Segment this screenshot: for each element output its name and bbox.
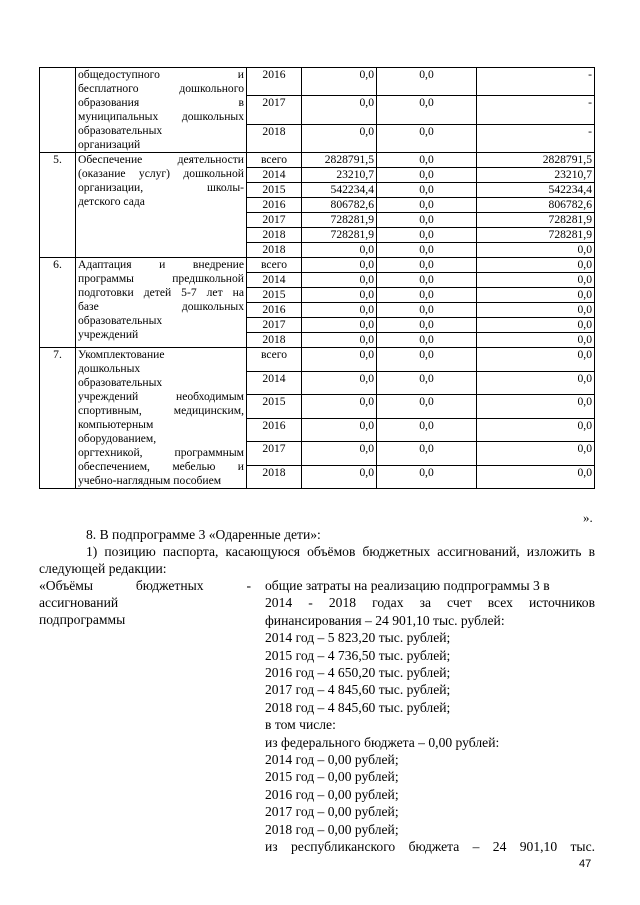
passport-value-line: из республиканского бюджета – 24 901,10 тыс. xyxy=(265,839,595,855)
total-cell: 0,0 xyxy=(302,371,377,395)
row-name-line: базе дошкольных xyxy=(78,300,244,313)
passport-label-word-2: бюджетных xyxy=(135,578,204,593)
local-cell: 0,0 xyxy=(477,258,595,273)
row-name xyxy=(76,258,247,348)
year-cell: 2014 xyxy=(247,168,302,183)
federal-cell: 0,0 xyxy=(377,333,477,348)
row-name-line: детского сада xyxy=(78,195,145,208)
total-cell: 23210,7 xyxy=(302,168,377,183)
year-cell: 2017 xyxy=(247,96,302,124)
local-cell: - xyxy=(477,68,595,96)
passport-value-line: в том числе: xyxy=(265,717,336,733)
local-cell: 728281,9 xyxy=(477,228,595,243)
row-name-line: оргтехникой, программным xyxy=(78,446,244,459)
local-cell: 0,0 xyxy=(477,303,595,318)
row-name-line: программы предшкольной xyxy=(78,272,244,285)
passport-value-line: 2014 - 2018 годах за счет всех источников xyxy=(265,595,595,611)
budget-table-body xyxy=(40,68,595,489)
year-cell: 2016 xyxy=(247,68,302,96)
federal-cell: 0,0 xyxy=(377,258,477,273)
local-cell: 728281,9 xyxy=(477,213,595,228)
passport-value-line: 2016 год – 4 650,20 тыс. рублей; xyxy=(265,665,451,681)
federal-cell: 0,0 xyxy=(377,465,477,489)
row-name-line: обеспечением, мебелью и xyxy=(78,460,244,473)
row-number: 5. xyxy=(40,153,76,258)
local-cell: 0,0 xyxy=(477,395,595,419)
federal-cell: 0,0 xyxy=(377,288,477,303)
year-cell: 2016 xyxy=(247,303,302,318)
federal-cell: 0,0 xyxy=(377,418,477,442)
table-row xyxy=(40,153,595,168)
year-cell: 2015 xyxy=(247,288,302,303)
table-row xyxy=(40,68,595,96)
row-name-line: подготовки детей 5-7 лет на xyxy=(78,286,244,299)
total-cell: 542234,4 xyxy=(302,183,377,198)
local-cell: 542234,4 xyxy=(477,183,595,198)
row-name-line: Обеспечение деятельности xyxy=(78,153,244,166)
federal-cell: 0,0 xyxy=(377,243,477,258)
local-cell: 23210,7 xyxy=(477,168,595,183)
federal-cell: 0,0 xyxy=(377,395,477,419)
year-cell: 2018 xyxy=(247,124,302,152)
row-name-line: (оказание услуг) дошкольной xyxy=(78,167,244,180)
federal-cell: 0,0 xyxy=(377,303,477,318)
year-cell: 2018 xyxy=(247,333,302,348)
passport-value-line: 2014 год – 5 823,20 тыс. рублей; xyxy=(265,630,451,646)
federal-cell: 0,0 xyxy=(377,318,477,333)
passport-label xyxy=(39,577,251,628)
row-name-line: учреждений xyxy=(78,328,139,341)
local-cell: 0,0 xyxy=(477,371,595,395)
year-cell: 2018 xyxy=(247,243,302,258)
local-cell: 0,0 xyxy=(477,243,595,258)
federal-cell: 0,0 xyxy=(377,213,477,228)
year-cell: 2014 xyxy=(247,371,302,395)
row-name-line: образовательных xyxy=(78,124,163,137)
row-name xyxy=(76,153,247,258)
budget-table xyxy=(39,67,595,489)
local-cell: 0,0 xyxy=(477,418,595,442)
federal-cell: 0,0 xyxy=(377,348,477,372)
total-cell: 0,0 xyxy=(302,395,377,419)
row-name-line: Адаптация и внедрение xyxy=(78,258,244,271)
row-name-line: дошкольных xyxy=(78,362,141,375)
federal-cell: 0,0 xyxy=(377,371,477,395)
section-item-1: 1) позицию паспорта, касающуюся объёмов бюджетных ассигнований, изложить в следующей редакции: xyxy=(39,544,595,576)
year-cell: 2014 xyxy=(247,273,302,288)
total-cell: 806782,6 xyxy=(302,198,377,213)
total-cell: 0,0 xyxy=(302,258,377,273)
row-number xyxy=(40,68,76,153)
total-cell: 0,0 xyxy=(302,243,377,258)
total-cell: 0,0 xyxy=(302,96,377,124)
total-cell: 0,0 xyxy=(302,333,377,348)
total-cell: 0,0 xyxy=(302,348,377,372)
row-name-line: учреждений необходимым xyxy=(78,390,244,403)
row-name-line: учебно-наглядным пособием xyxy=(78,474,222,487)
row-number: 6. xyxy=(40,258,76,348)
total-cell: 0,0 xyxy=(302,442,377,466)
total-cell: 728281,9 xyxy=(302,213,377,228)
total-cell: 728281,9 xyxy=(302,228,377,243)
year-cell: 2018 xyxy=(247,228,302,243)
federal-cell: 0,0 xyxy=(377,96,477,124)
year-cell: 2015 xyxy=(247,183,302,198)
local-cell: 0,0 xyxy=(477,273,595,288)
total-cell: 0,0 xyxy=(302,288,377,303)
closing-quote: ». xyxy=(583,510,593,525)
federal-cell: 0,0 xyxy=(377,168,477,183)
year-cell: всего xyxy=(247,153,302,168)
local-cell: - xyxy=(477,96,595,124)
local-cell: 0,0 xyxy=(477,288,595,303)
passport-label-line-2: ассигнований xyxy=(39,595,119,610)
year-cell: 2017 xyxy=(247,213,302,228)
local-cell: 0,0 xyxy=(477,333,595,348)
local-cell: 0,0 xyxy=(477,348,595,372)
passport-value-line: 2014 год – 0,00 рублей; xyxy=(265,752,399,768)
total-cell: 0,0 xyxy=(302,273,377,288)
table-row xyxy=(40,348,595,372)
federal-cell: 0,0 xyxy=(377,68,477,96)
passport-label-line-1 xyxy=(39,577,251,594)
table-row xyxy=(40,258,595,273)
page-number: 47 xyxy=(579,858,592,870)
section-heading: 8. В подпрограмме 3 «Одаренные дети»: xyxy=(86,527,321,542)
total-cell: 0,0 xyxy=(302,303,377,318)
row-name-line: компьютерным xyxy=(78,418,154,431)
passport-value-line: 2018 год – 4 845,60 тыс. рублей; xyxy=(265,699,451,715)
passport-value-line: финансирования – 24 901,10 тыс. рублей: xyxy=(265,612,505,628)
local-cell: 0,0 xyxy=(477,465,595,489)
row-name-line: общедоступного и xyxy=(78,68,244,81)
passport-label-line-3: подпрограммы xyxy=(39,612,126,627)
local-cell: 806782,6 xyxy=(477,198,595,213)
year-cell: всего xyxy=(247,258,302,273)
federal-cell: 0,0 xyxy=(377,183,477,198)
passport-label-dash: - xyxy=(246,578,251,593)
total-cell: 0,0 xyxy=(302,418,377,442)
passport-value xyxy=(265,577,595,856)
row-name-line: организаций xyxy=(78,138,141,151)
passport-value-line: из федерального бюджета – 0,00 рублей: xyxy=(265,734,500,750)
row-name xyxy=(76,348,247,489)
row-name-line: муниципальных дошкольных xyxy=(78,110,244,123)
row-number: 7. xyxy=(40,348,76,489)
row-name-line: образовательных xyxy=(78,376,163,389)
passport-value-line: 2017 год – 0,00 рублей; xyxy=(265,804,399,820)
row-name-line: организации, школы- xyxy=(78,181,244,194)
row-name-line: бесплатного дошкольного xyxy=(78,82,244,95)
year-cell: 2016 xyxy=(247,418,302,442)
total-cell: 0,0 xyxy=(302,465,377,489)
passport-value-line: 2015 год – 0,00 рублей; xyxy=(265,769,399,785)
federal-cell: 0,0 xyxy=(377,273,477,288)
passport-value-line: 2017 год – 4 845,60 тыс. рублей; xyxy=(265,682,451,698)
total-cell: 0,0 xyxy=(302,68,377,96)
passport-value-line: 2016 год – 0,00 рублей; xyxy=(265,786,399,802)
passport-value-line: 2015 год – 4 736,50 тыс. рублей; xyxy=(265,647,451,663)
passport-value-line: 2018 год – 0,00 рублей; xyxy=(265,821,399,837)
federal-cell: 0,0 xyxy=(377,442,477,466)
federal-cell: 0,0 xyxy=(377,198,477,213)
row-name xyxy=(76,68,247,153)
year-cell: 2018 xyxy=(247,465,302,489)
federal-cell: 0,0 xyxy=(377,228,477,243)
local-cell: - xyxy=(477,124,595,152)
year-cell: 2016 xyxy=(247,198,302,213)
row-name-line: спортивным, медицинским, xyxy=(78,404,244,417)
row-name-line: образовательных xyxy=(78,314,163,327)
row-name-line: образования в xyxy=(78,96,244,109)
row-name-line: Укомплектование xyxy=(78,348,165,361)
total-cell: 0,0 xyxy=(302,124,377,152)
total-cell: 2828791,5 xyxy=(302,153,377,168)
row-name-line: оборудованием, xyxy=(78,432,157,445)
passport-label-word-1: «Объёмы xyxy=(39,578,93,593)
year-cell: 2017 xyxy=(247,318,302,333)
year-cell: всего xyxy=(247,348,302,372)
passport-value-line: общие затраты на реализацию подпрограммы 3 в xyxy=(265,578,550,593)
local-cell: 0,0 xyxy=(477,442,595,466)
total-cell: 0,0 xyxy=(302,318,377,333)
local-cell: 2828791,5 xyxy=(477,153,595,168)
federal-cell: 0,0 xyxy=(377,153,477,168)
federal-cell: 0,0 xyxy=(377,124,477,152)
year-cell: 2017 xyxy=(247,442,302,466)
local-cell: 0,0 xyxy=(477,318,595,333)
year-cell: 2015 xyxy=(247,395,302,419)
